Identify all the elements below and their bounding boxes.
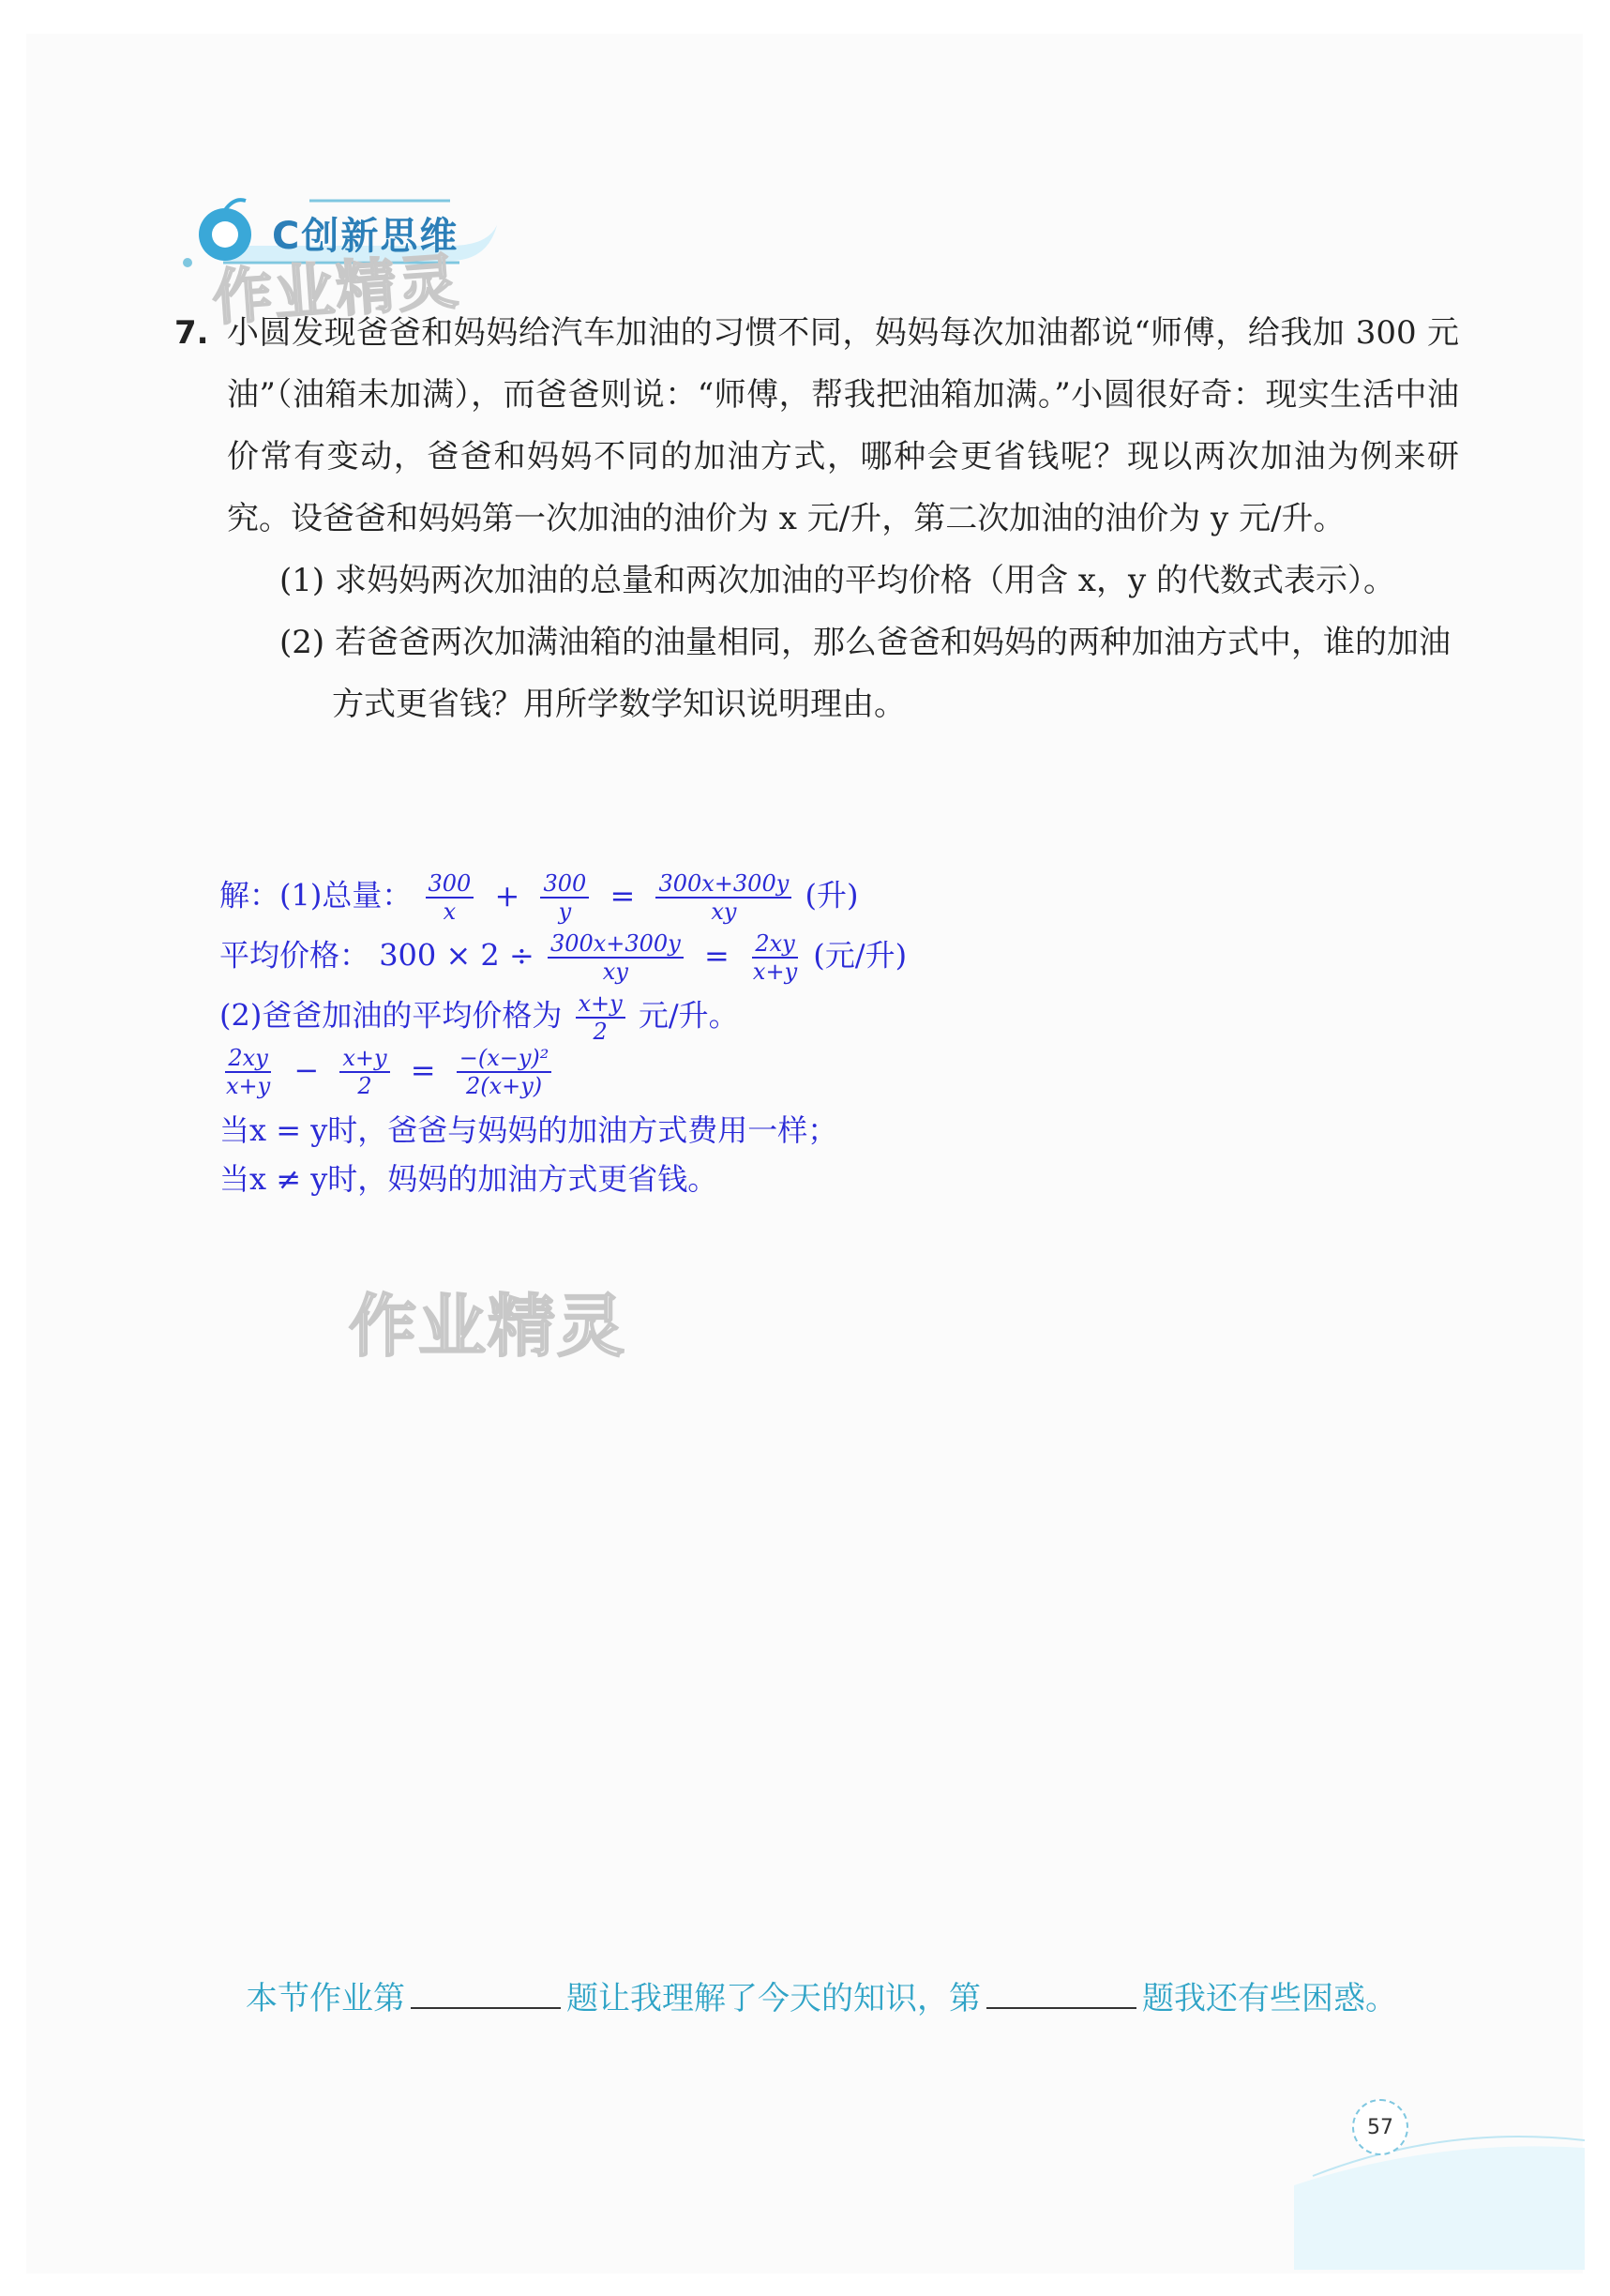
solution-line-3: (2)爸爸加油的平均价格为 $\frac{x+y}{2}$ 元/升。 [219, 990, 739, 1045]
fraction: $\frac{\text{−(x−y)²}}{2(x+y)}$ [457, 1045, 552, 1099]
page-number: 57 [1352, 2099, 1408, 2155]
fraction: $\frac{x+y}{2}$ [576, 990, 625, 1045]
fraction: $\frac{300x+300y}{xy}$ [655, 870, 791, 925]
watermark: 作业精灵 [349, 1287, 627, 1366]
question-1: (1) 求妈妈两次加油的总量和两次加油的平均价格（用含 x，y 的代数式表示）。 [279, 562, 1395, 599]
question-2: (2) 若爸爸两次加满油箱的油量相同，那么爸爸和妈妈的两种加油方式中，谁的加油方式更省钱？用所学数学知识说明理由。 [279, 624, 1451, 723]
solution-line-5: 当x = y时，爸爸与妈妈的加油方式费用一样； [219, 1112, 838, 1148]
section-title: C创新思维 [272, 215, 459, 258]
fraction: $\frac{300}{x}$ [426, 870, 474, 925]
footer-wave-decoration [1294, 2129, 1585, 2270]
fraction: $\frac{x+y}{2}$ [339, 1045, 389, 1099]
solution-line-2: 平均价格： 300 × 2 ÷ $\frac{300x+300y}{xy}$ = $\frac{2xy}{x+y}$ (元/升) [219, 930, 908, 985]
blank-field-1[interactable] [411, 1975, 561, 2009]
problem-number: 7. [174, 314, 209, 352]
fraction: $\frac{300}{y}$ [540, 870, 589, 925]
problem-7 [174, 302, 1459, 735]
blank-field-2[interactable] [986, 1975, 1136, 2009]
fraction: $\frac{2xy}{x+y}$ [226, 1045, 271, 1099]
solution-line-6: 当x ≠ y时，妈妈的加油方式更省钱。 [219, 1161, 718, 1197]
watermark: 作业精灵 [210, 247, 462, 335]
problem-text: 小圆发现爸爸和妈妈给汽车加油的习惯不同，妈妈每次加油都说“师傅，给我加 300 元油”（油箱未加满），而爸爸则说：“师傅，帮我把油箱加满。”小圆很好奇：现实生活中油价常有变动，爸爸和妈妈不同的加油方式，哪种会更省钱呢？现以两次加油为例来研究。设爸爸和妈妈第一次加油的油价为 x 元/升，第二次加油的油价为 y 元/升。 [227, 314, 1459, 537]
fraction: $\frac{2xy}{x+y}$ [752, 930, 798, 985]
solution-line-1: 解：(1)总量： $\frac{300}{x}$ + $\frac{300}{y}$ = $\frac{300x+300y}{xy}$ (升) [219, 870, 859, 925]
reflection-prompt: 本节作业第 题让我理解了今天的知识，第 题我还有些困惑。 [173, 1968, 1457, 2030]
fraction: $\frac{300x+300y}{xy}$ [548, 930, 684, 985]
solution-line-4: $\frac{2xy}{x+y}$ − $\frac{x+y}{2}$ = $\frac{\text{−(x−y)²}}{2(x+y)}$ [219, 1045, 555, 1099]
